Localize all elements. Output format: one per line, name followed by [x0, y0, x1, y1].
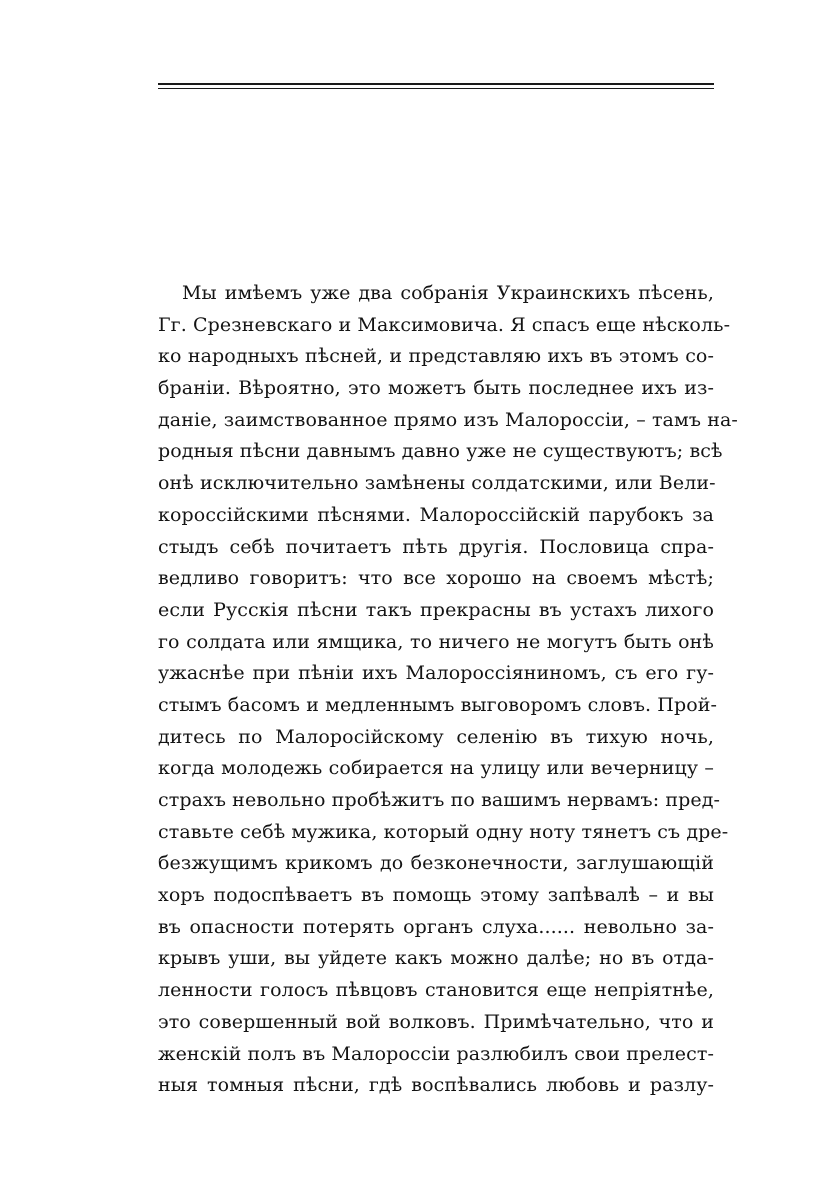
text-line: если Русскія пѣсни такъ прекрасны въ устахъ лихого — [158, 598, 714, 621]
text-line: ныя томныя пѣсни, гдѣ воспѣвались любовь и разлу- — [158, 1074, 714, 1097]
body-paragraph — [158, 278, 738, 1102]
text-line: го солдата или ямщика, то ничего не могутъ быть онѣ — [158, 630, 714, 653]
text-line: ведливо говоритъ: что все хорошо на своемъ мѣстѣ; — [158, 567, 714, 590]
text-line: дитесь по Малоросійскому селенію въ тихую ночь, — [158, 725, 714, 748]
text-line: стымъ басомъ и медленнымъ выговоромъ словъ. Прой- — [158, 693, 718, 716]
text-line: безжущимъ крикомъ до безконечности, заглушающій — [158, 852, 714, 875]
text-line: когда молодежь собирается на улицу или вечерницу – — [158, 757, 714, 780]
text-line: браніи. Вѣроятно, это можетъ быть последнее ихъ из- — [158, 377, 714, 400]
text-line: онѣ исключительно замѣнены солдатскими, или Вели- — [158, 472, 716, 495]
header-rule-thin — [158, 88, 714, 89]
text-line: короссійскими пѣснями. Малороссійскій парубокъ за — [158, 503, 714, 526]
text-line: даніе, заимствованное прямо изъ Малороссіи, – тамъ на- — [158, 408, 738, 431]
text-line: ужаснѣе при пѣніи ихъ Малороссіяниномъ, съ его гу- — [158, 662, 714, 685]
text-line: страхъ невольно пробѣжитъ по вашимъ нервамъ: пред- — [158, 789, 721, 811]
text-line: Гг. Срезневскаго и Максимовича. Я спасъ еще нѣсколь- — [158, 313, 731, 336]
text-line: въ опасности потерять органъ слуха...... невольно за- — [158, 915, 714, 938]
text-line: ко народныхъ пѣсней, и представляю ихъ въ этомъ со- — [158, 345, 714, 368]
text-line: Мы имѣемъ уже два собранія Украинскихъ пѣсень, — [182, 282, 714, 304]
text-line: ленности голосъ пѣвцовъ становится еще непріятнѣе, — [158, 979, 714, 1002]
text-line: крывъ уши, вы уйдете какъ можно далѣе; но въ отда- — [158, 947, 714, 970]
text-line: ставьте себѣ мужика, который одну ноту тянетъ съ дре- — [158, 820, 729, 843]
text-line: родныя пѣсни давнымъ давно уже не существуютъ; всѣ — [158, 440, 723, 463]
text-line: хоръ подоспѣваетъ въ помощь этому запѣвалѣ – и вы — [158, 884, 714, 907]
header-rule-thick — [158, 83, 714, 85]
text-line: стыдъ себѣ почитаетъ пѣть другія. Пословица спра- — [158, 535, 714, 558]
text-line: это совершенный вой волковъ. Примѣчательно, что и — [158, 1010, 714, 1033]
text-line: женскій полъ въ Малороссіи разлюбилъ свои прелест- — [158, 1042, 714, 1065]
